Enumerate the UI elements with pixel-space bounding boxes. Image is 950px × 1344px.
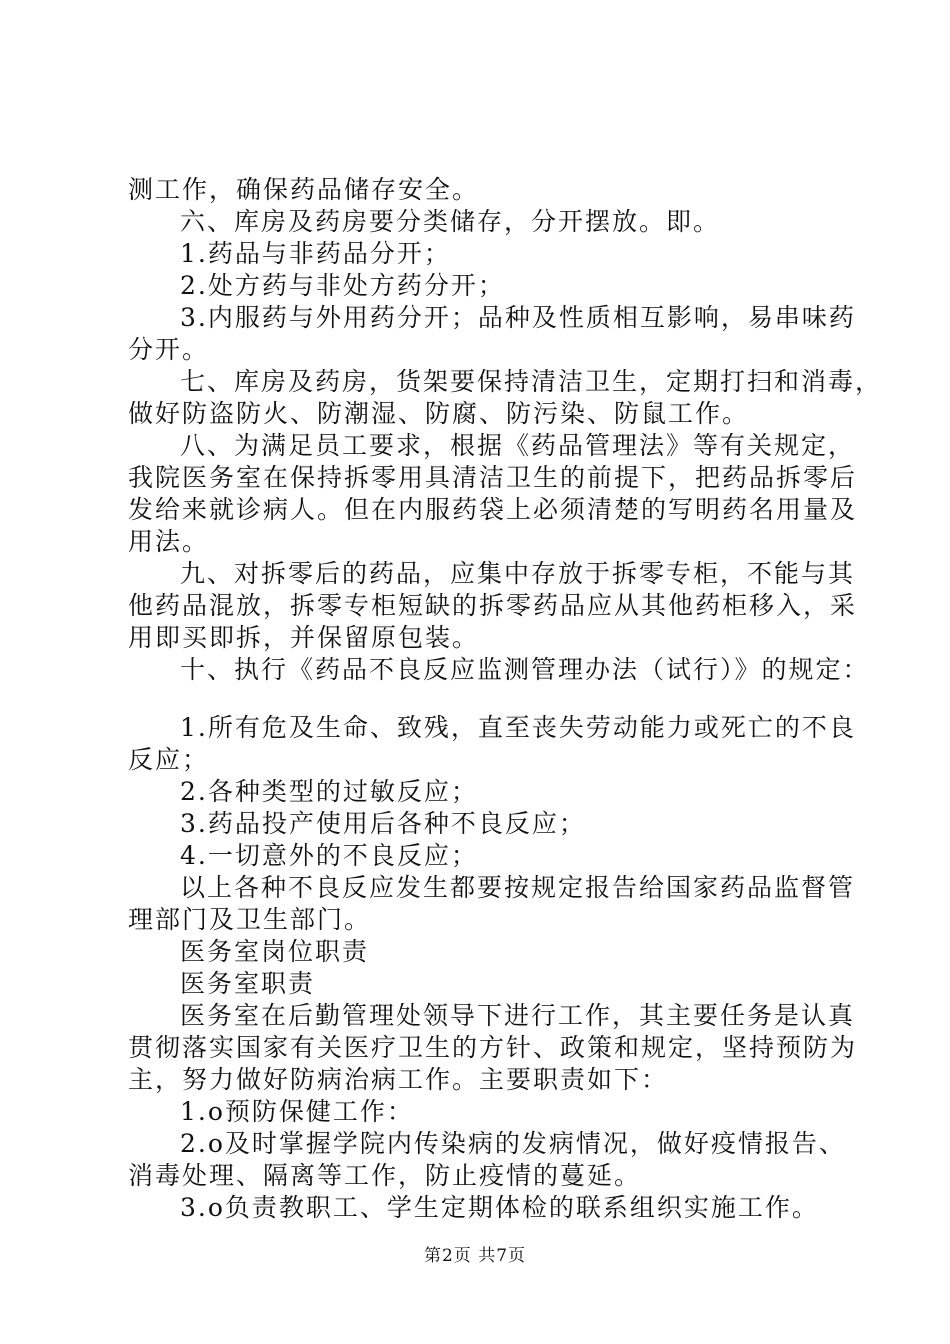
text-line: 主，努力做好防病治病工作。主要职责如下： [128, 1065, 669, 1094]
text-line: 用法。 [128, 527, 210, 556]
text-line: 1.o预防保健工作： [180, 1097, 414, 1126]
text-line: 2.各种类型的过敏反应； [180, 777, 478, 806]
text-line: 理部门及卫生部门。 [128, 905, 372, 934]
text-line: 他药品混放，拆零专柜短缺的拆零药品应从其他药柜移入，采 [128, 591, 858, 620]
text-line: 4.一切意外的不良反应； [180, 841, 478, 870]
text-line: 七、库房及药房，货架要保持清洁卫生，定期打扫和消毒， [180, 367, 883, 396]
section-heading: 医务室岗位职责 [180, 937, 370, 966]
text-line: 十、执行《药品不良反应监测管理办法（试行）》的规定： [180, 655, 870, 684]
text-line: 贯彻落实国家有关医疗卫生的方针、政策和规定，坚持预防为 [128, 1033, 858, 1062]
text-line: 以上各种不良反应发生都要按规定报告给国家药品监督管 [180, 873, 856, 902]
text-line: 3.o负责教职工、学生定期体检的联系组织实施工作。 [180, 1193, 819, 1222]
text-line: 2.处方药与非处方药分开； [180, 271, 505, 300]
text-line: 1.药品与非药品分开； [180, 239, 451, 268]
text-line: 消毒处理、隔离等工作，防止疫情的蔓延。 [128, 1161, 642, 1190]
text-line: 八、为满足员工要求，根据《药品管理法》等有关规定， [180, 431, 856, 460]
text-line: 六、库房及药房要分类储存，分开摆放。即。 [180, 207, 721, 236]
text-line: 发给来就诊病人。但在内服药袋上必须清楚的写明药名用量及 [128, 495, 858, 524]
text-line: 3.内服药与外用药分开；品种及性质相互影响，易串味药 [180, 303, 856, 332]
text-line: 分开。 [128, 335, 210, 364]
text-line: 测工作，确保药品储存安全。 [128, 175, 480, 204]
text-line: 医务室在后勤管理处领导下进行工作，其主要任务是认真 [180, 1001, 856, 1030]
text-line: 做好防盗防火、防潮湿、防腐、防污染、防鼠工作。 [128, 399, 750, 428]
text-line: 2.o及时掌握学院内传染病的发病情况，做好疫情报告、 [180, 1129, 846, 1158]
section-subheading: 医务室职责 [180, 969, 316, 998]
text-line: 反应； [128, 745, 210, 774]
text-line: 3.药品投产使用后各种不良反应； [180, 809, 586, 838]
text-line: 我院医务室在保持拆零用具清洁卫生的前提下，把药品拆零后 [128, 463, 858, 492]
text-line: 1.所有危及生命、致残，直至丧失劳动能力或死亡的不良 [180, 713, 856, 742]
page-footer: 第2页 共7页 [423, 1246, 527, 1266]
text-line: 九、对拆零后的药品，应集中存放于拆零专柜，不能与其 [180, 559, 856, 588]
text-line: 用即买即拆，并保留原包装。 [128, 623, 480, 652]
